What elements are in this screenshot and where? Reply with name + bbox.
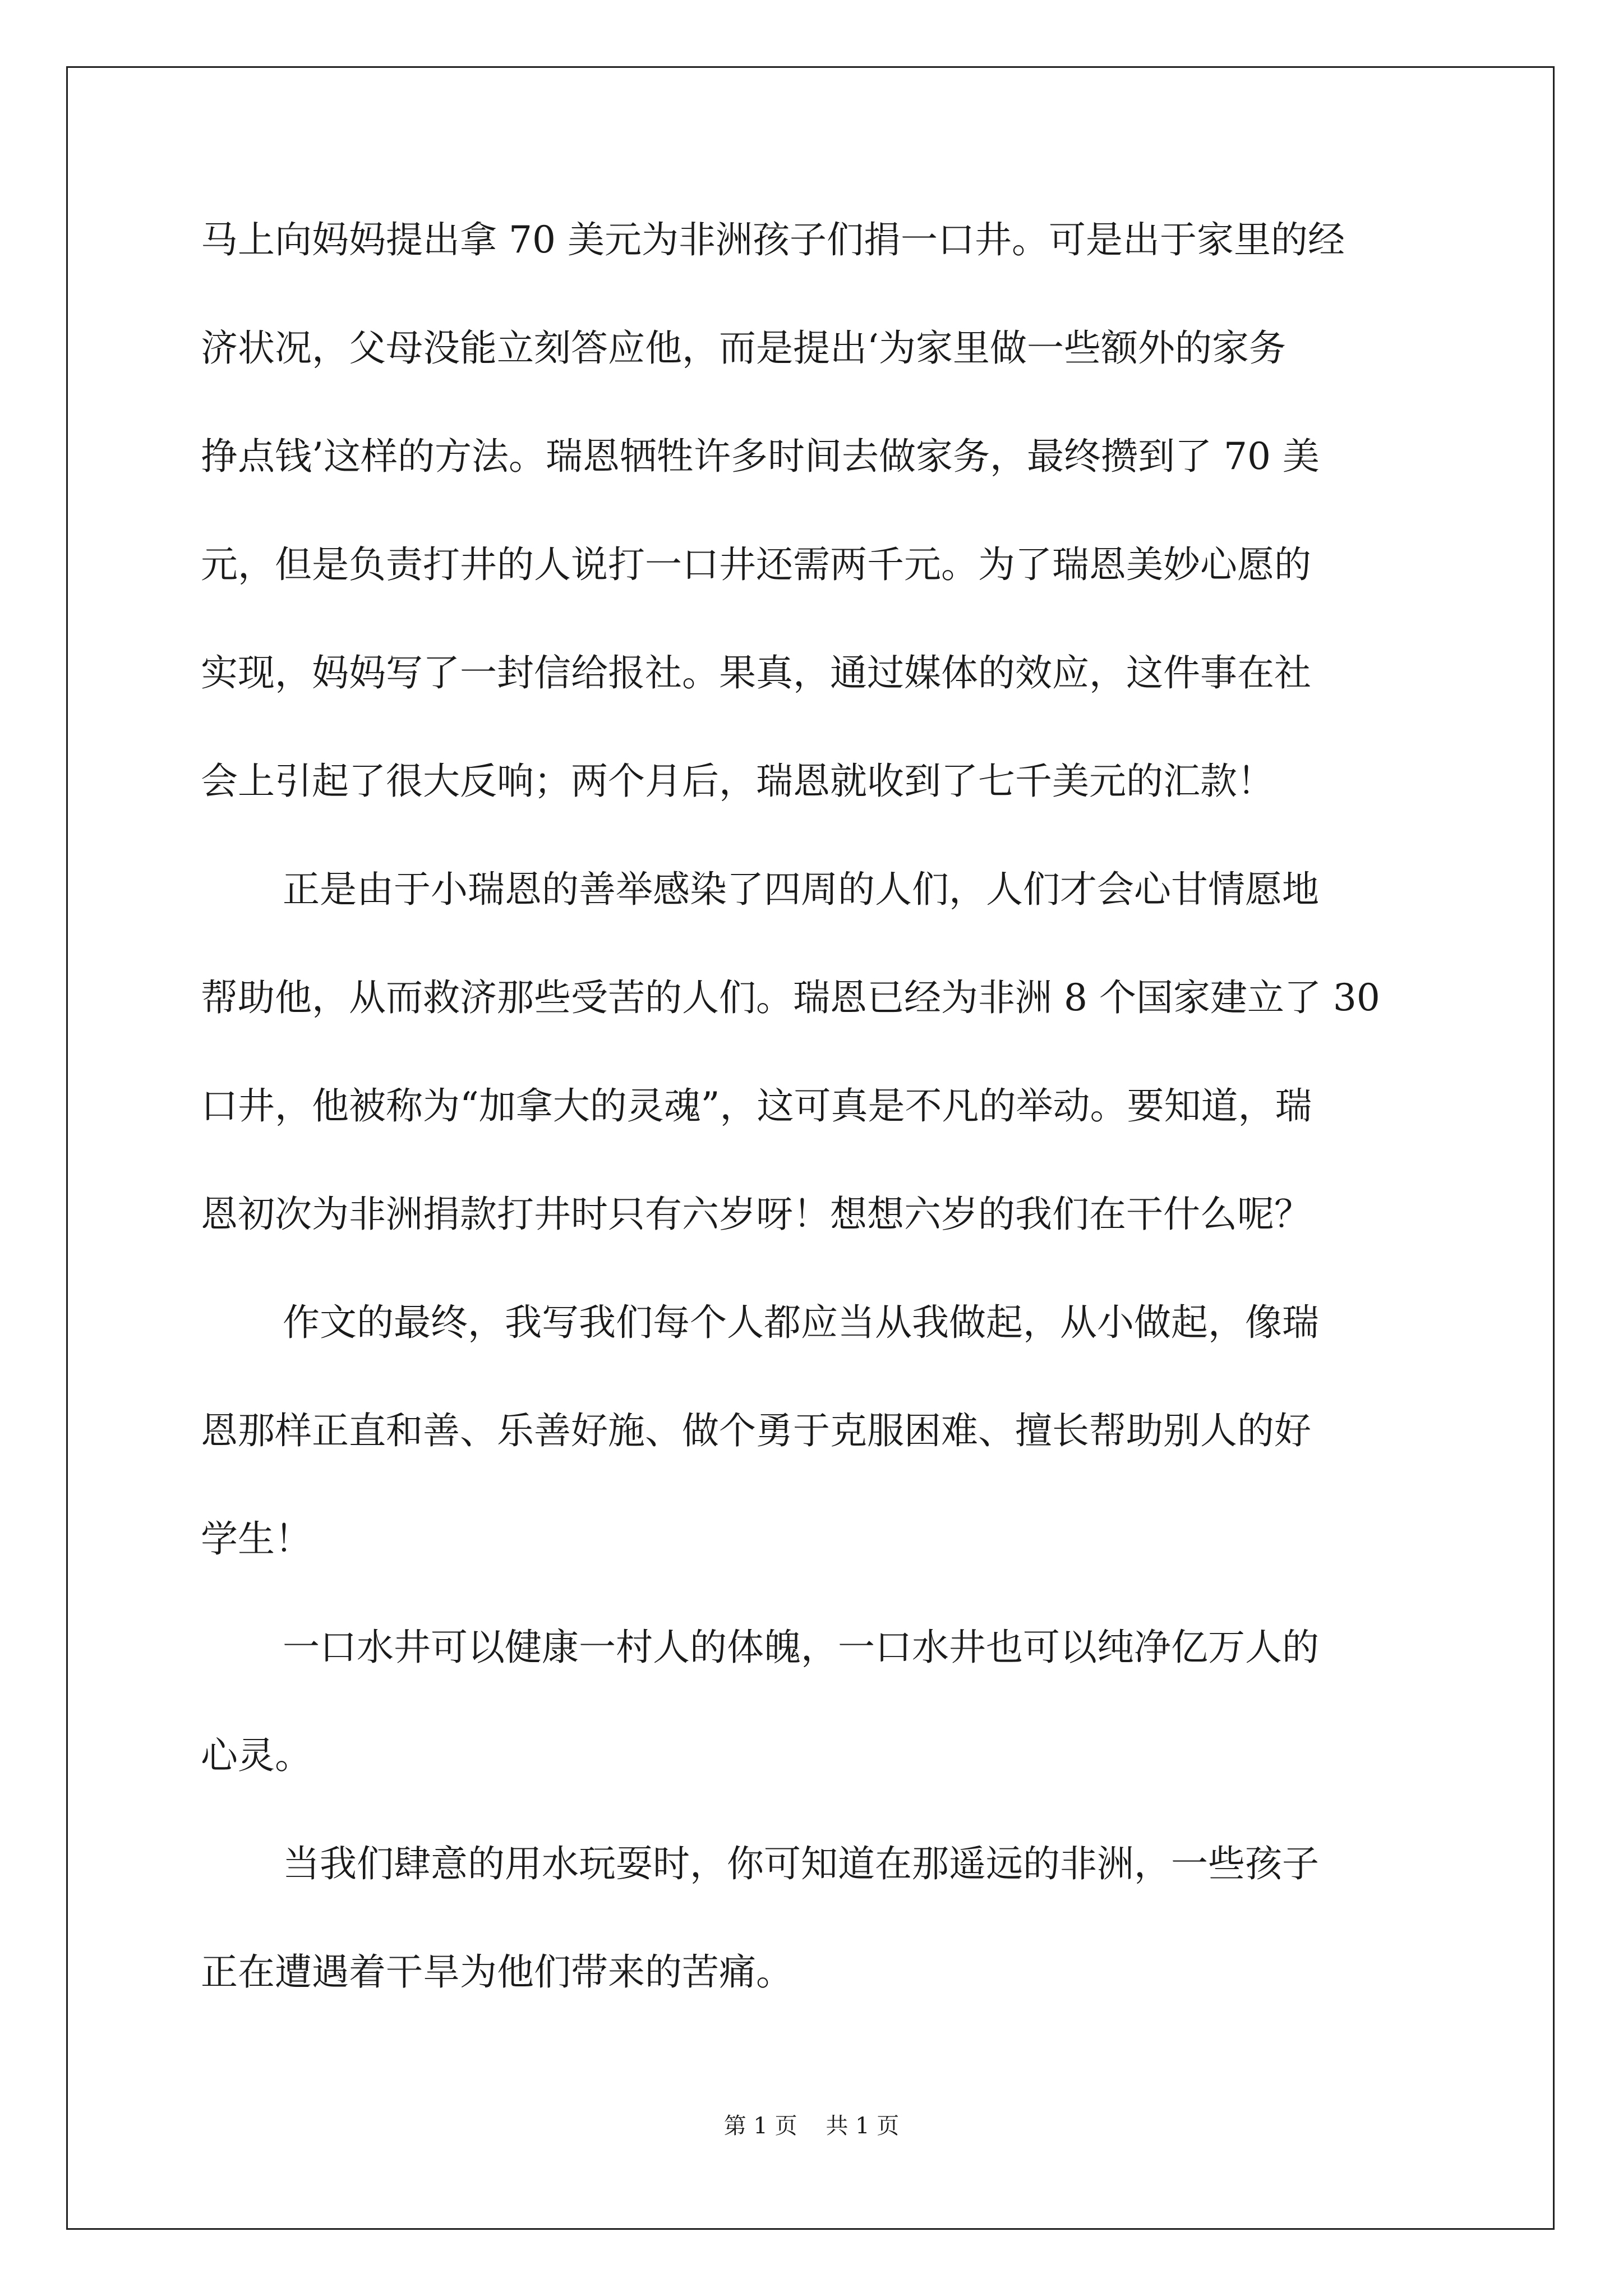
text-line: 心灵。 — [201, 1734, 312, 1777]
paragraph-first-line: 正是由于小瑞恩的善举感染了四周的人们，人们才会心甘情愿地 — [283, 868, 1319, 911]
text-line: 学生！ — [201, 1517, 312, 1561]
text-line: 口井，他被称为“加拿大的灵魂”，这可真是不凡的举动。要知道，瑞 — [201, 1084, 1312, 1128]
text-line: 元，但是负责打井的人说打一口井还需两千元。为了瑞恩美妙心愿的 — [201, 543, 1311, 586]
paragraph-first-line: 一口水井可以健康一村人的体魄，一口水井也可以纯净亿万人的 — [283, 1626, 1319, 1669]
paragraph-first-line: 当我们肆意的用水玩耍时，你可知道在那遥远的非洲，一些孩子 — [283, 1842, 1319, 1885]
text-line: 会上引起了很大反响；两个月后，瑞恩就收到了七千美元的汇款！ — [201, 760, 1274, 803]
text-line: 帮助他，从而救济那些受苦的人们。瑞恩已经为非洲 8 个国家建立了 30 — [201, 976, 1380, 1019]
text-line: 马上向妈妈提出拿 70 美元为非洲孩子们捐一口井。可是出于家里的经 — [201, 218, 1345, 261]
text-line: 挣点钱’这样的方法。瑞恩牺牲许多时间去做家务，最终攒到了 70 美 — [201, 435, 1320, 478]
page-number-footer: 第 1 页 共 1 页 — [723, 2113, 900, 2139]
text-line: 正在遭遇着干旱为他们带来的苦痛。 — [201, 1950, 793, 1994]
paragraph-first-line: 作文的最终，我写我们每个人都应当从我做起，从小做起，像瑞 — [283, 1301, 1319, 1344]
text-line: 济状况，父母没能立刻答应他，而是提出‘为家里做一些额外的家务 — [201, 326, 1286, 370]
text-line: 恩初次为非洲捐款打井时只有六岁呀！想想六岁的我们在干什么呢？ — [201, 1193, 1311, 1236]
document-body — [201, 212, 1435, 2053]
text-line: 实现，妈妈写了一封信给报社。果真，通过媒体的效应，这件事在社 — [201, 651, 1311, 694]
text-line: 恩那样正直和善、乐善好施、做个勇于克服困难、擅长帮助别人的好 — [201, 1409, 1311, 1452]
